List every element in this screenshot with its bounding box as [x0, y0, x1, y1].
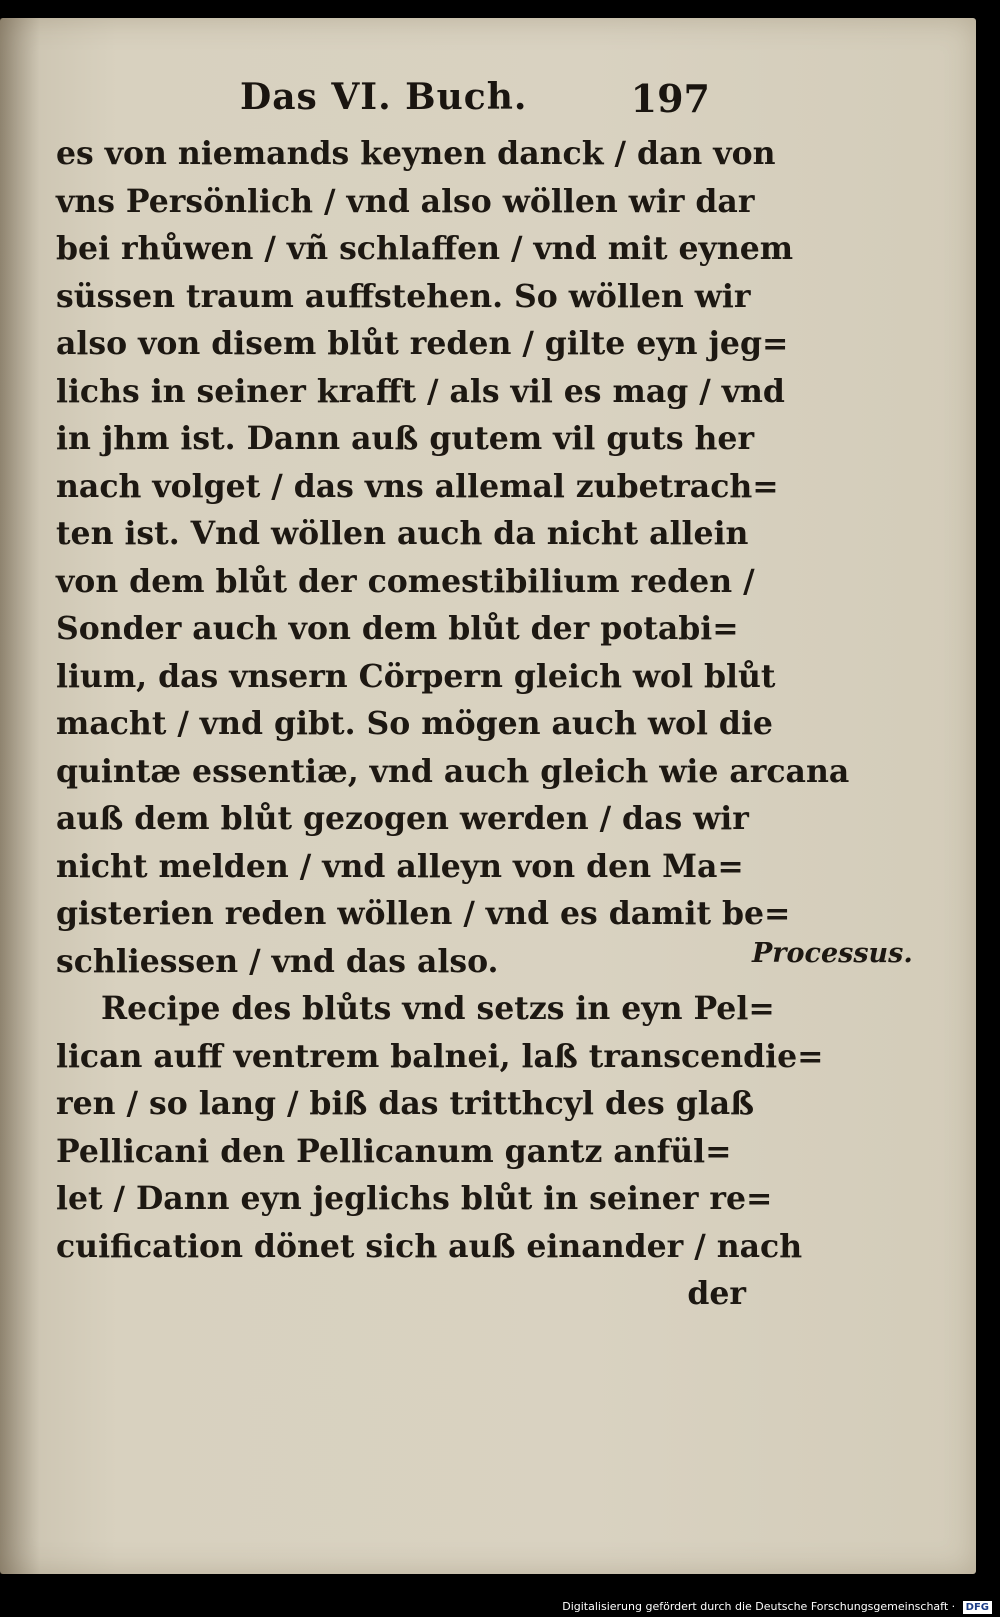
marginal-note: Processus.: [752, 938, 913, 969]
text-line: Pellicani den Pellicanum gantz anfül=: [56, 1132, 732, 1170]
text-line: vns Persönlich / vnd also wöllen wir dar: [56, 182, 755, 220]
text-line: in jhm ist. Dann auß gutem vil guts her: [56, 420, 755, 457]
book-page: [0, 18, 976, 1574]
text-line: Sonder auch von dem blůt der potabi=: [56, 610, 739, 647]
text-line: cuification dönet sich auß einander / nach: [56, 1227, 803, 1265]
dfg-logo: DFG: [963, 1601, 992, 1614]
text-line: nach volget / das vns allemal zubetrach=: [56, 467, 779, 505]
text-line: quintæ essentiæ, vnd auch gleich wie arcana: [56, 752, 850, 790]
text-line: macht / vnd gibt. So mögen auch wol die: [56, 705, 773, 742]
text-line: lican auff ventrem balnei, laß transcendie=: [56, 1037, 824, 1075]
footer-credit: Digitalisierung gefördert durch die Deutsche Forschungsgemeinschaft ·: [562, 1600, 956, 1613]
page-number: 197: [630, 76, 710, 121]
text-line: Recipe des blůts vnd setzs in eyn Pel=: [101, 990, 775, 1027]
digitization-footer: [0, 1597, 1000, 1617]
catchword: der: [687, 1275, 746, 1312]
running-header: [240, 76, 710, 126]
running-title: Das VI. Buch.: [240, 76, 528, 118]
text-line: nicht melden / vnd alleyn von den Ma=: [56, 847, 744, 885]
text-line: bei rhůwen / vñ schlaffen / vnd mit eynem: [56, 230, 794, 267]
text-line: ten ist. Vnd wöllen auch da nicht allein: [56, 515, 749, 552]
text-line: let / Dann eyn jeglichs blůt in seiner re=: [56, 1180, 773, 1217]
text-line: lium, das vnsern Cörpern gleich wol blůt: [56, 657, 776, 695]
text-line: schliessen / vnd das also.: [56, 942, 499, 980]
text-line: auß dem blůt gezogen werden / das wir: [56, 800, 749, 837]
text-line: es von niemands keynen danck / dan von: [56, 135, 776, 172]
text-line: süssen traum auffstehen. So wöllen wir: [56, 277, 751, 315]
text-line: gisterien reden wöllen / vnd es damit be=: [56, 895, 791, 932]
text-line: ren / so lang / biß das tritthcyl des glaß: [56, 1085, 755, 1122]
text-line: also von disem blůt reden / gilte eyn jeg=: [56, 325, 789, 362]
text-line: von dem blůt der comestibilium reden /: [56, 562, 755, 600]
text-line: lichs in seiner krafft / als vil es mag / vnd: [56, 372, 785, 410]
